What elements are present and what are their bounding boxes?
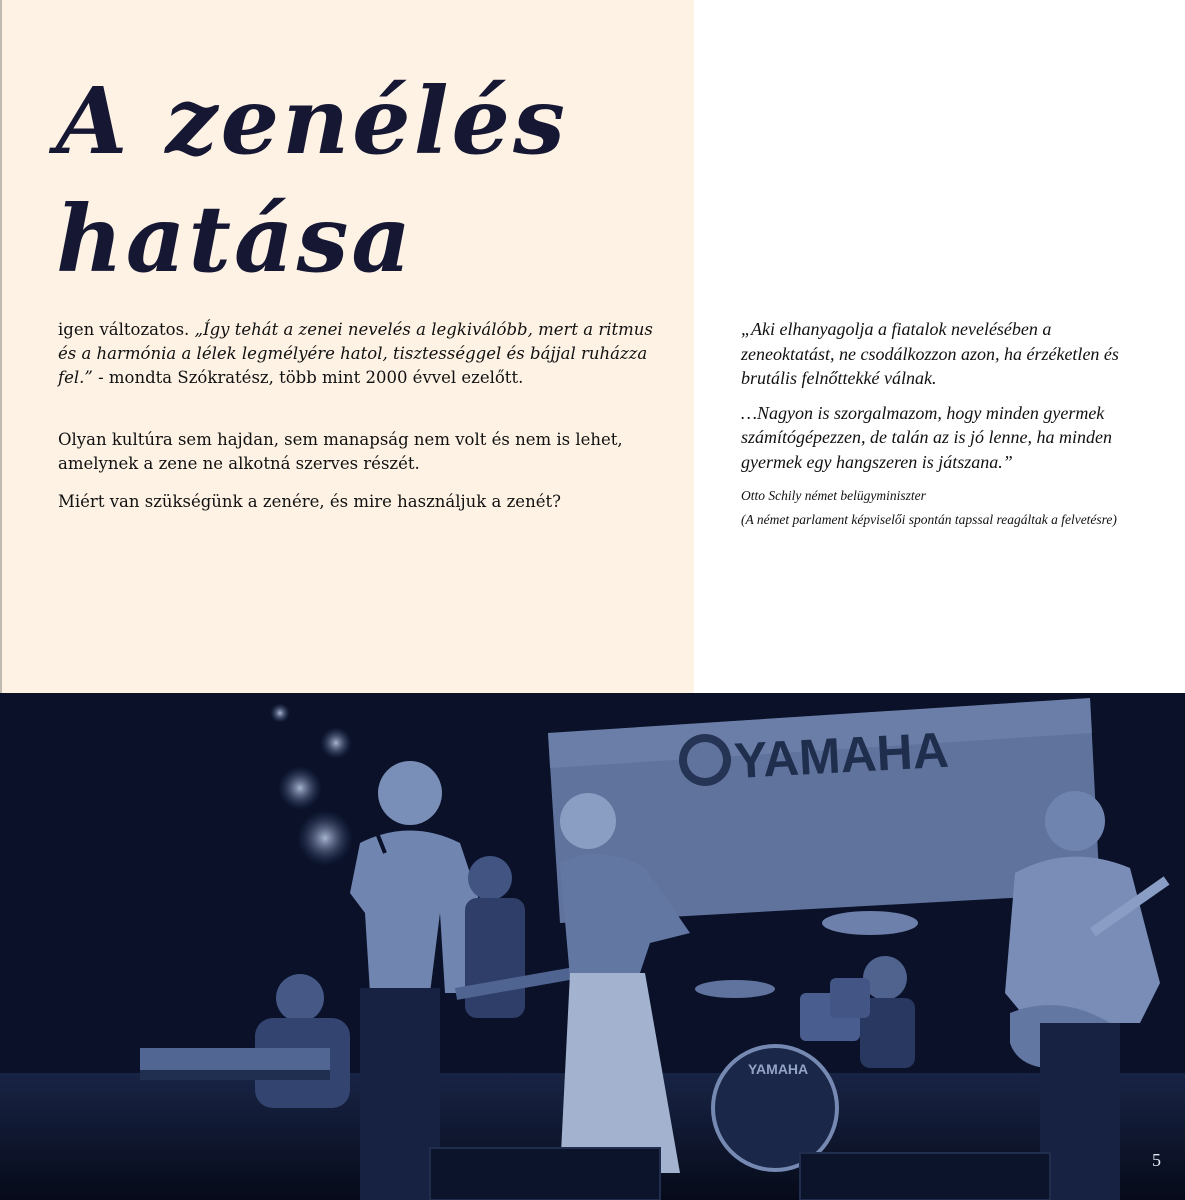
page-number: 5: [1152, 1150, 1161, 1170]
intro-p1-start: igen változatos.: [58, 320, 195, 339]
concert-illustration: [0, 693, 1185, 1200]
intro-question: Miért van szükségünk a zenére, és mire használjuk a zenét?: [58, 492, 561, 511]
banner-text: YAMAHA: [732, 721, 951, 789]
left-border-line: [0, 0, 2, 693]
socrates-quote: „Így tehát a zenei nevelés a legkiválóbb, mert a ritmus és a harmónia a lélek legmélyére hatol, tisztességgel és bájjal ruházza fel.”: [58, 320, 653, 387]
title-line-2: hatása: [56, 185, 415, 293]
intro-p1-end: - mondta Szókratész, több mint 2000 évvel ezelőtt.: [92, 368, 524, 387]
title-line-1: A zenélés: [56, 67, 568, 175]
quote-paragraph-2: …Nagyon is szorgalmazom, hogy minden gyermek számítógépezzen, de talán az is jó lenne, ha minden gyermek egy hangszeren is játszana.”: [741, 402, 1112, 472]
intro-text: [58, 318, 658, 528]
intro-paragraph-2: Olyan kultúra sem hajdan, sem manapság nem volt és nem is lehet, amelynek a zene ne alkotná szerves részét.: [58, 430, 623, 473]
intro-paragraph-1: [58, 318, 658, 390]
drum-text: YAMAHA: [748, 1061, 809, 1077]
concert-photo: [0, 693, 1185, 1200]
quote-author: Otto Schily német belügyminiszter: [741, 488, 926, 503]
quote-paragraph-1: „Aki elhanyagolja a fiatalok nevelésében a zeneoktatást, ne csodálkozzon azon, ha érzéketlen és brutális felnőttekké válnak.: [741, 319, 1119, 388]
page-title: [56, 62, 568, 298]
schily-quote-block: [741, 317, 1141, 532]
quote-note: (A német parlament képviselői spontán tapssal reagáltak a felvetésre): [741, 512, 1117, 527]
quote-caption: [741, 484, 1141, 532]
